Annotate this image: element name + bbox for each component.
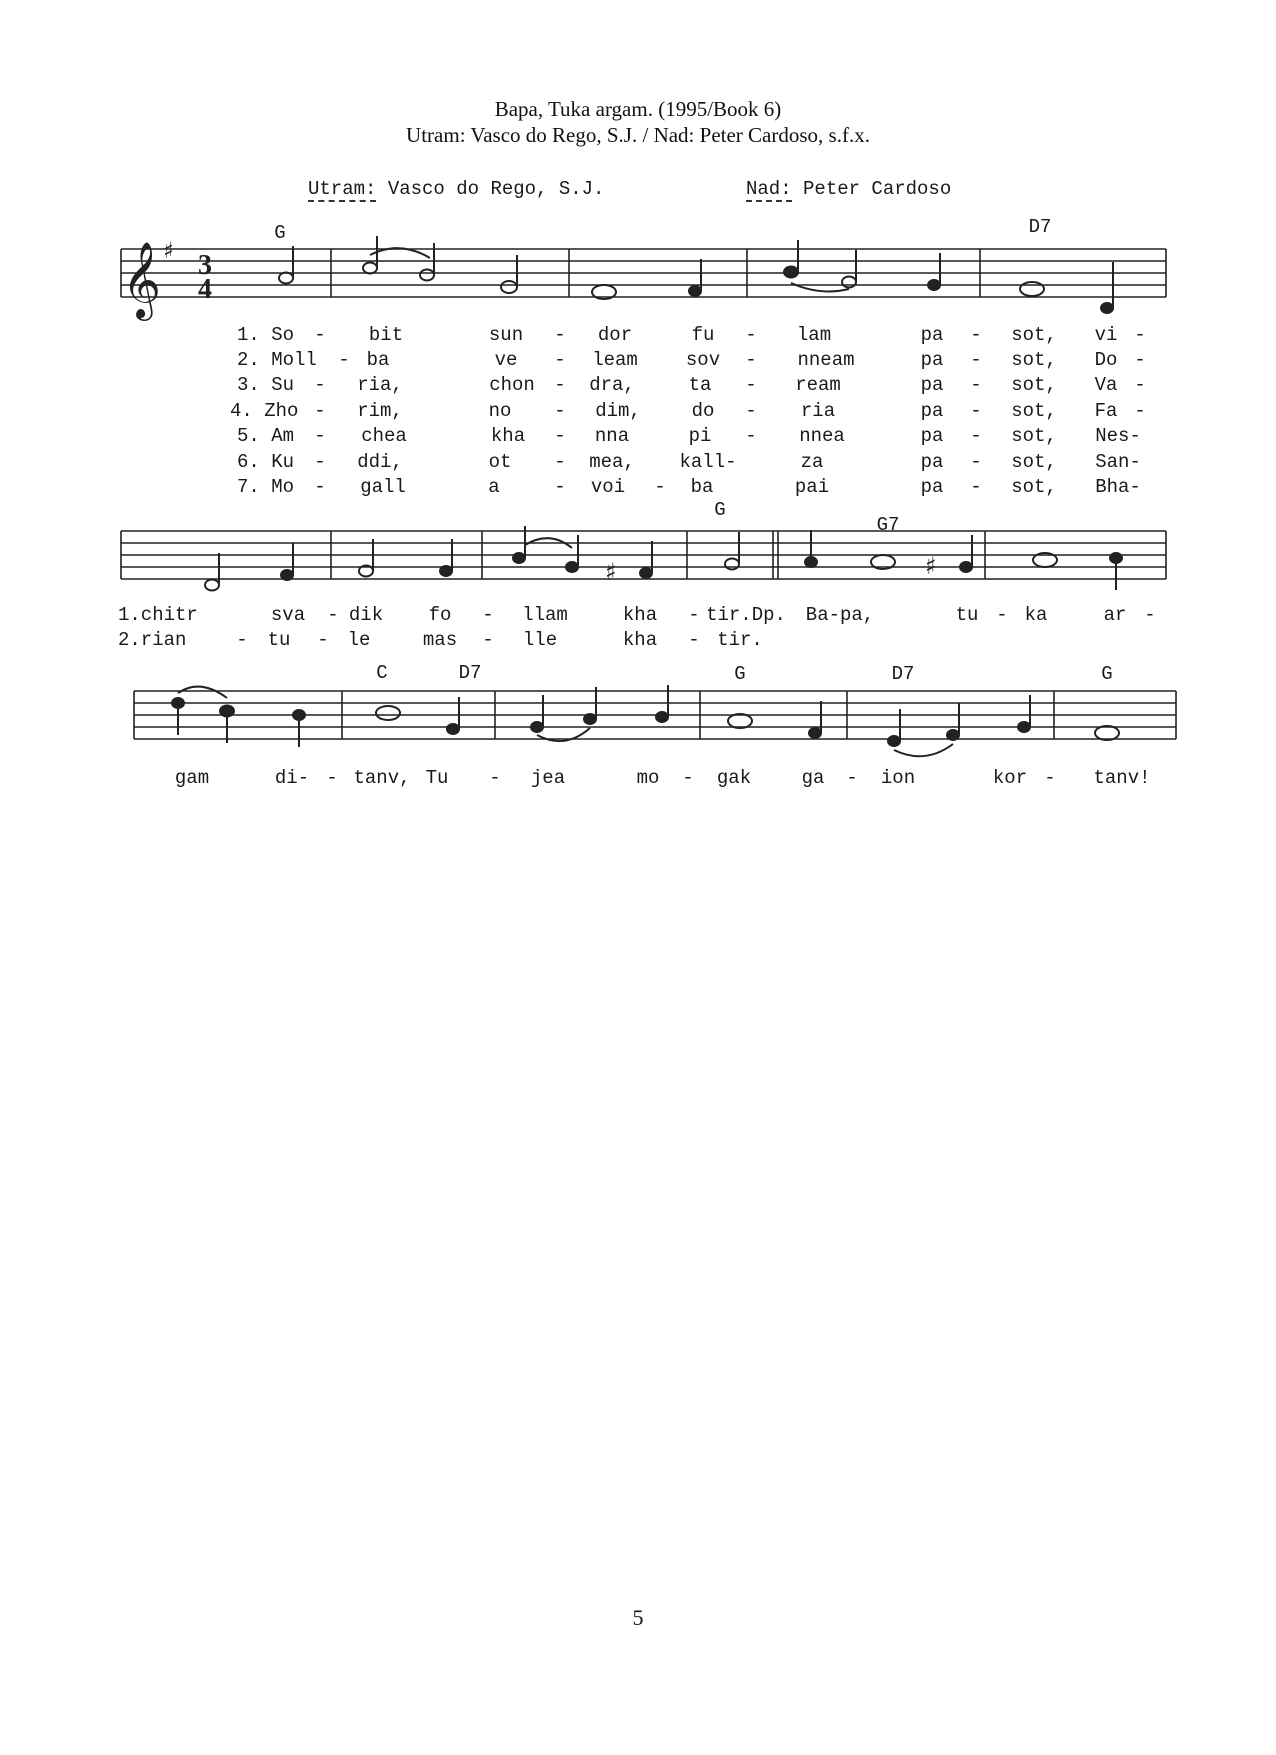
- verse-line-2: [0, 349, 1276, 373]
- lyric-syllable: -: [338, 349, 350, 371]
- lyric-syllable: ba: [366, 349, 390, 371]
- lyric-syllable: -: [1134, 374, 1146, 396]
- lyric-syllable: -: [554, 374, 566, 396]
- lyric-syllable: 7. Mo: [237, 476, 295, 498]
- svg-text:♯: ♯: [925, 552, 937, 580]
- lyric-syllable: dra,: [589, 374, 635, 396]
- lyric-syllable: Nes-: [1095, 425, 1141, 447]
- lyric-syllable: -: [314, 425, 326, 447]
- lyric-syllable: -: [745, 400, 757, 422]
- lyric-syllable: -: [970, 400, 982, 422]
- lyric-syllable: mas: [422, 629, 458, 651]
- lyric-line-1: [0, 604, 1276, 628]
- lyric-syllable: ga: [801, 767, 825, 789]
- lyric-syllable: -: [236, 629, 248, 651]
- lyric-syllable: tu: [955, 604, 979, 626]
- lyric-syllable: 1.chitr: [118, 604, 198, 626]
- chord-symbol: D7: [1028, 216, 1052, 238]
- lyric-syllable: ar: [1103, 604, 1127, 626]
- lyric-syllable: pa: [920, 400, 944, 422]
- lyric-syllable: bit: [368, 324, 404, 346]
- composer-name: Peter Cardoso: [803, 178, 952, 200]
- lyric-syllable: lam: [796, 324, 832, 346]
- lyric-syllable: sot,: [1011, 349, 1057, 371]
- lyric-syllable: jea: [530, 767, 566, 789]
- chord-symbol: G: [714, 499, 726, 521]
- lyric-line-2: [0, 629, 1276, 653]
- lyric-syllable: -: [654, 476, 666, 498]
- lyric-syllable: ta: [688, 374, 712, 396]
- lyric-syllable: Tu: [425, 767, 449, 789]
- lyric-syllable: chon: [489, 374, 535, 396]
- lyric-syllable: 1. So: [237, 324, 295, 346]
- lyric-syllable: -: [970, 349, 982, 371]
- lyric-syllable: Bha-: [1095, 476, 1141, 498]
- lyric-syllable: -: [554, 451, 566, 473]
- lyric-syllable: 4. Zho: [230, 400, 299, 422]
- lyric-syllable: rim,: [357, 400, 403, 422]
- lyric-syllable: Do: [1094, 349, 1118, 371]
- lyric-syllable: di-: [274, 767, 310, 789]
- lyric-syllable: -: [745, 324, 757, 346]
- lyric-syllable: pa: [920, 451, 944, 473]
- lyric-syllable: ream: [795, 374, 841, 396]
- lyric-syllable: dor: [597, 324, 633, 346]
- lyric-syllable: -: [1134, 324, 1146, 346]
- lyric-syllable: do: [691, 400, 715, 422]
- lyric-syllable: -: [327, 604, 339, 626]
- lyric-syllable: -: [326, 767, 338, 789]
- lyric-syllable: vi: [1094, 324, 1118, 346]
- lyric-syllable: Ba-pa,: [805, 604, 875, 626]
- svg-text:𝄞: 𝄞: [122, 241, 162, 318]
- lyric-syllable: sot,: [1011, 374, 1057, 396]
- lyric-syllable: mea,: [589, 451, 635, 473]
- lyric-syllable: mo: [636, 767, 660, 789]
- lyric-syllable: San-: [1095, 451, 1141, 473]
- page-number: 5: [632, 1605, 644, 1630]
- lyric-syllable: sva: [270, 604, 306, 626]
- lyric-line-1: [0, 767, 1276, 791]
- lyric-syllable: 2. Moll: [237, 349, 317, 371]
- lyric-syllable: 3. Su: [237, 374, 295, 396]
- lyric-syllable: pa: [920, 476, 944, 498]
- verse-line-5: [0, 425, 1276, 449]
- lyric-syllable: tanv!: [1093, 767, 1151, 789]
- song-credits: Utram: Vasco do Rego, S.J. / Nad: Peter Cardoso, s.f.x.: [406, 123, 870, 147]
- lyric-syllable: -: [554, 400, 566, 422]
- lyric-syllable: ka: [1024, 604, 1048, 626]
- verse-line-6: [0, 451, 1276, 475]
- lyric-syllable: -: [970, 324, 982, 346]
- lyric-syllable: -: [314, 324, 326, 346]
- lyric-syllable: pa: [920, 349, 944, 371]
- lyric-syllable: -: [970, 374, 982, 396]
- song-title: Bapa, Tuka argam. (1995/Book 6): [494, 97, 782, 121]
- lyricist-name: Vasco do Rego, S.J.: [387, 178, 605, 200]
- lyric-syllable: leam: [592, 349, 638, 371]
- lyric-syllable: sot,: [1011, 400, 1057, 422]
- lyric-syllable: Fa: [1094, 400, 1118, 422]
- lyric-syllable: -: [688, 604, 700, 626]
- lyric-syllable: nna: [594, 425, 630, 447]
- lyric-syllable: kha: [490, 425, 526, 447]
- lyric-syllable: -: [996, 604, 1008, 626]
- lyric-syllable: kha: [622, 604, 658, 626]
- chord-symbol: C: [376, 662, 388, 684]
- lyric-syllable: -: [745, 425, 757, 447]
- svg-text:♯: ♯: [163, 239, 174, 264]
- lyric-syllable: -: [489, 767, 501, 789]
- svg-text:4: 4: [198, 274, 212, 305]
- lyric-syllable: tir.Dp.: [706, 604, 786, 626]
- svg-text:♯: ♯: [605, 558, 617, 586]
- lyric-syllable: ve: [494, 349, 518, 371]
- lyric-syllable: fu: [691, 324, 715, 346]
- lyric-syllable: dim,: [595, 400, 641, 422]
- lyric-syllable: -: [745, 374, 757, 396]
- lyric-syllable: -: [314, 374, 326, 396]
- verse-line-4: [0, 400, 1276, 424]
- chord-symbol: G7: [876, 514, 900, 536]
- lyric-syllable: -: [1134, 400, 1146, 422]
- lyric-syllable: -: [482, 629, 494, 651]
- lyric-syllable: le: [347, 629, 371, 651]
- lyric-syllable: -: [1134, 349, 1146, 371]
- lyric-syllable: kor: [992, 767, 1028, 789]
- lyric-syllable: -: [682, 767, 694, 789]
- staff-system-3: [134, 691, 1176, 739]
- lyric-syllable: -: [482, 604, 494, 626]
- lyric-syllable: tu: [267, 629, 291, 651]
- lyric-syllable: -: [1044, 767, 1056, 789]
- lyric-syllable: -: [846, 767, 858, 789]
- lyric-syllable: ria: [800, 400, 836, 422]
- lyric-syllable: -: [554, 324, 566, 346]
- lyric-syllable: pa: [920, 374, 944, 396]
- lyric-syllable: no: [488, 400, 512, 422]
- lyric-syllable: pa: [920, 324, 944, 346]
- chord-symbol: G: [1101, 663, 1113, 685]
- lyric-syllable: kall-: [679, 451, 737, 473]
- verse-line-3: [0, 374, 1276, 398]
- time-signature: [198, 250, 212, 305]
- lyric-syllable: nneam: [797, 349, 855, 371]
- verse-line-1: [0, 324, 1276, 348]
- lyric-syllable: gak: [716, 767, 752, 789]
- chord-symbol: G: [274, 222, 286, 244]
- lyric-syllable: -: [688, 629, 700, 651]
- lyric-syllable: sot,: [1011, 324, 1057, 346]
- chord-symbol: G: [734, 663, 746, 685]
- lyric-syllable: nnea: [799, 425, 845, 447]
- treble-clef-icon: [122, 241, 161, 321]
- lyric-syllable: -: [314, 451, 326, 473]
- lyric-syllable: -: [970, 425, 982, 447]
- verse-line-7: [0, 476, 1276, 500]
- svg-text:3: 3: [198, 250, 212, 281]
- lyric-syllable: -: [970, 476, 982, 498]
- lyric-syllable: 6. Ku: [237, 451, 295, 473]
- lyric-syllable: -: [745, 349, 757, 371]
- lyric-syllable: gall: [360, 476, 406, 498]
- lyric-syllable: ria,: [357, 374, 403, 396]
- lyric-syllable: Va: [1094, 374, 1118, 396]
- chord-symbol: D7: [891, 663, 915, 685]
- lyric-syllable: fo: [428, 604, 452, 626]
- lyric-syllable: lle: [522, 629, 558, 651]
- lyric-syllable: sun: [488, 324, 524, 346]
- lyric-syllable: pai: [794, 476, 830, 498]
- lyric-syllable: -: [314, 476, 326, 498]
- lyric-syllable: -: [554, 425, 566, 447]
- lyric-syllable: pi: [688, 425, 712, 447]
- notes-system-1: [279, 236, 1113, 313]
- lyric-syllable: -: [1144, 604, 1156, 626]
- chord-symbol: D7: [458, 662, 482, 684]
- lyric-syllable: kha: [622, 629, 658, 651]
- lyricist-label: Utram:: [308, 178, 377, 200]
- lyric-syllable: pa: [920, 425, 944, 447]
- lyric-syllable: dik: [348, 604, 384, 626]
- lyric-syllable: tanv,: [353, 767, 411, 789]
- lyric-syllable: ot: [488, 451, 512, 473]
- lyric-syllable: -: [317, 629, 329, 651]
- lyric-syllable: chea: [361, 425, 407, 447]
- lyric-syllable: 2.rian: [118, 629, 187, 651]
- lyric-syllable: -: [314, 400, 326, 422]
- lyric-syllable: -: [554, 476, 566, 498]
- composer-label: Nad:: [746, 178, 792, 200]
- lyric-syllable: a: [488, 476, 500, 498]
- lyric-syllable: llam: [522, 604, 568, 626]
- lyric-syllable: voi: [590, 476, 626, 498]
- lyric-syllable: sov: [685, 349, 721, 371]
- lyric-syllable: tir.: [717, 629, 763, 651]
- lyric-syllable: ddi,: [357, 451, 403, 473]
- lyric-syllable: sot,: [1011, 451, 1057, 473]
- lyric-syllable: za: [800, 451, 824, 473]
- lyric-syllable: sot,: [1011, 476, 1057, 498]
- staff-system-1: [121, 249, 1166, 297]
- key-signature-sharp-icon: [163, 239, 174, 264]
- lyric-syllable: gam: [174, 767, 210, 789]
- lyric-syllable: sot,: [1011, 425, 1057, 447]
- lyric-syllable: -: [554, 349, 566, 371]
- notes-system-3: [172, 685, 1119, 756]
- lyric-syllable: ba: [690, 476, 714, 498]
- lyric-syllable: 5. Am: [237, 425, 295, 447]
- lyric-syllable: ion: [880, 767, 916, 789]
- lyric-syllable: -: [970, 451, 982, 473]
